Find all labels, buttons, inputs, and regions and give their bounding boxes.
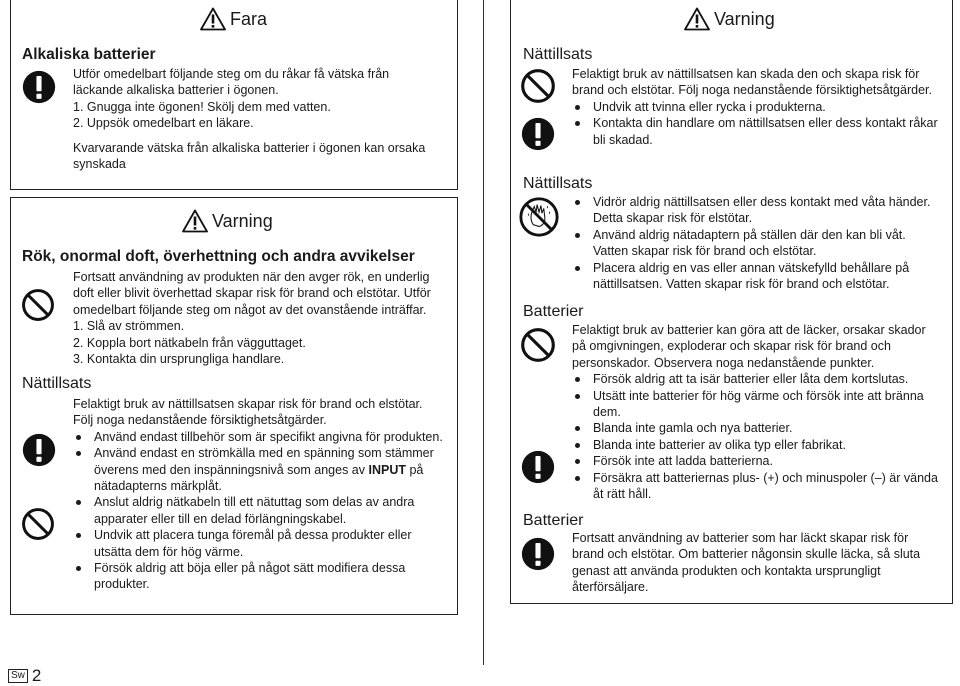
heading-batterier-2: Batterier — [523, 512, 584, 529]
text-line: Fortsatt användning av batterier som har läckt skapar risk för — [572, 531, 909, 545]
prohibition-icon — [520, 327, 556, 363]
list-item: Försök aldrig att böja eller på något sätt modifiera dessa produkter. — [73, 560, 443, 593]
bullet-list — [572, 371, 944, 502]
nattillsats-right-2-text — [572, 194, 944, 292]
mandatory-exclamation-icon — [22, 70, 56, 104]
heading-nattillsats-right-1: Nättillsats — [523, 46, 593, 63]
fara-text — [73, 66, 443, 172]
heading-nattillsats-right-2: Nättillsats — [523, 175, 593, 192]
heading-nattillsats-left: Nättillsats — [22, 375, 92, 392]
heading-rok-avvikelser: Rök, onormal doft, överhettning och andra avvikelser — [22, 248, 415, 265]
language-badge: Sw — [8, 669, 28, 683]
text-line: återförsäljare. — [572, 580, 649, 595]
list-item: Undvik att tvinna eller rycka i produkterna. — [572, 99, 944, 115]
mandatory-exclamation-icon — [22, 433, 56, 467]
text-line: doft eller blivit överhettad skapar risk för brand och elstötar. Utför — [73, 286, 431, 301]
column-divider — [483, 0, 484, 665]
batterier-2-text — [572, 530, 944, 596]
list-item: Blanda inte batterier av olika typ eller fabrikat. — [572, 437, 944, 453]
nattillsats-left-text — [73, 396, 443, 593]
text-line: Fortsatt användning av produkten när den avger rök, en underlig — [73, 270, 430, 284]
text-line: Felaktigt bruk av batterier kan göra att de läcker, orsakar skador — [572, 323, 926, 337]
bullet-text-part: Använd endast en strömkälla med en spänning som stämmer överens med den inspänningsnivå som anges av — [94, 446, 434, 477]
text-line: 3. Kontakta din ursprungliga handlare. — [73, 352, 285, 367]
list-item: Använd endast tillbehör som är specifikt angivna för produkten. — [73, 429, 443, 445]
fara-title: Fara — [200, 7, 267, 31]
mandatory-exclamation-icon — [521, 537, 555, 571]
warning-triangle-icon — [684, 7, 710, 31]
no-wet-hands-icon — [518, 196, 560, 238]
text-line: 2. Koppla bort nätkabeln från vägguttaget. — [73, 335, 306, 350]
varning-title-right: Varning — [684, 7, 775, 31]
list-item: Anslut aldrig nätkabeln till ett nätuttag som delas av andra apparater eller till en delad förlängningskabel. — [73, 494, 443, 527]
list-item: Försök aldrig att ta isär batterier eller låta dem kortslutas. — [572, 371, 944, 387]
list-item: Undvik att placera tunga föremål på dessa produkter eller utsätta dem för hög värme. — [73, 527, 443, 560]
varning-title-left: Varning — [182, 209, 273, 233]
bullet-list — [572, 194, 944, 292]
text-line: personskador. Observera noga nedanstående punkter. — [572, 355, 875, 370]
mandatory-exclamation-icon — [521, 450, 555, 484]
list-item: Försök inte att ladda batterierna. — [572, 453, 944, 469]
text-line: 1. Slå av strömmen. — [73, 319, 185, 334]
list-item: Placera aldrig en vas eller annan vätskefylld behållare på nättillsatsen. Vatten skapar risk för brand och elstötar. — [572, 260, 944, 293]
mandatory-exclamation-icon — [521, 117, 555, 151]
page-number: 2 — [31, 666, 42, 685]
text-line: på omgivningen, exploderar och skapar risk för brand och — [572, 339, 891, 354]
list-item — [73, 445, 443, 494]
fara-line: synskada — [73, 157, 126, 172]
varning-rok-text — [73, 269, 448, 367]
warning-triangle-icon — [200, 7, 226, 31]
list-item: Försäkra att batteriernas plus- (+) och minuspoler (–) är vända åt rätt håll. — [572, 470, 944, 503]
heading-alkaliska-batterier: Alkaliska batterier — [22, 46, 156, 63]
prohibition-icon — [21, 507, 55, 541]
bullet-list — [73, 429, 443, 593]
fara-line: läckande alkaliska batterier i ögonen. — [73, 83, 279, 98]
prohibition-icon — [520, 68, 556, 104]
text-line: genast att använda produkten och kontakta ursprungligt — [572, 563, 881, 578]
fara-line: Utför omedelbart följande steg om du råkar få vätska från — [73, 67, 390, 81]
list-item: Blanda inte gamla och nya batterier. — [572, 420, 944, 436]
warning-triangle-icon — [182, 209, 208, 233]
bullet-list — [572, 99, 944, 148]
fara-line: Kvarvarande vätska från alkaliska batterier i ögonen kan orsaka — [73, 140, 426, 155]
list-item: Använd aldrig nätadaptern på ställen där den kan bli våt. Vatten skapar risk för brand och elstötar. — [572, 227, 944, 260]
input-label: INPUT — [368, 462, 406, 477]
prohibition-icon — [21, 288, 55, 322]
bullet-text-part: på nätadapterns märkplåt. — [94, 462, 424, 494]
text-line: Följ noga nedanstående försiktighetsåtgärder. — [73, 413, 327, 428]
list-item: Kontakta din handlare om nättillsatsen eller dess kontakt råkar bli skadad. — [572, 115, 944, 148]
list-item: Utsätt inte batterier för hög värme och försök inte att bränna dem. — [572, 388, 944, 421]
fara-line: 2. Uppsök omedelbart en läkare. — [73, 116, 254, 131]
nattillsats-right-1-text — [572, 66, 944, 148]
batterier-1-text — [572, 322, 944, 502]
text-line: Felaktigt bruk av nättillsatsen kan skada den och skapa risk för — [572, 67, 920, 81]
page-footer — [8, 666, 41, 686]
fara-line: 1. Gnugga inte ögonen! Skölj dem med vatten. — [73, 99, 331, 114]
text-line: Felaktigt bruk av nättillsatsen skapar risk för brand och elstötar. — [73, 397, 423, 411]
text-line: brand och elstötar. Om batterier någonsin skulle läcka, så sluta — [572, 547, 921, 562]
text-line: omedelbart följande steg om något av det ovanstående inträffar. — [73, 302, 427, 317]
list-item: Vidrör aldrig nättillsatsen eller dess kontakt med våta händer. Detta skapar risk för elstötar. — [572, 194, 944, 227]
text-line: brand och elstötar. Följ noga nedanstående försiktighetsåtgärder. — [572, 83, 932, 98]
heading-batterier-1: Batterier — [523, 303, 584, 320]
